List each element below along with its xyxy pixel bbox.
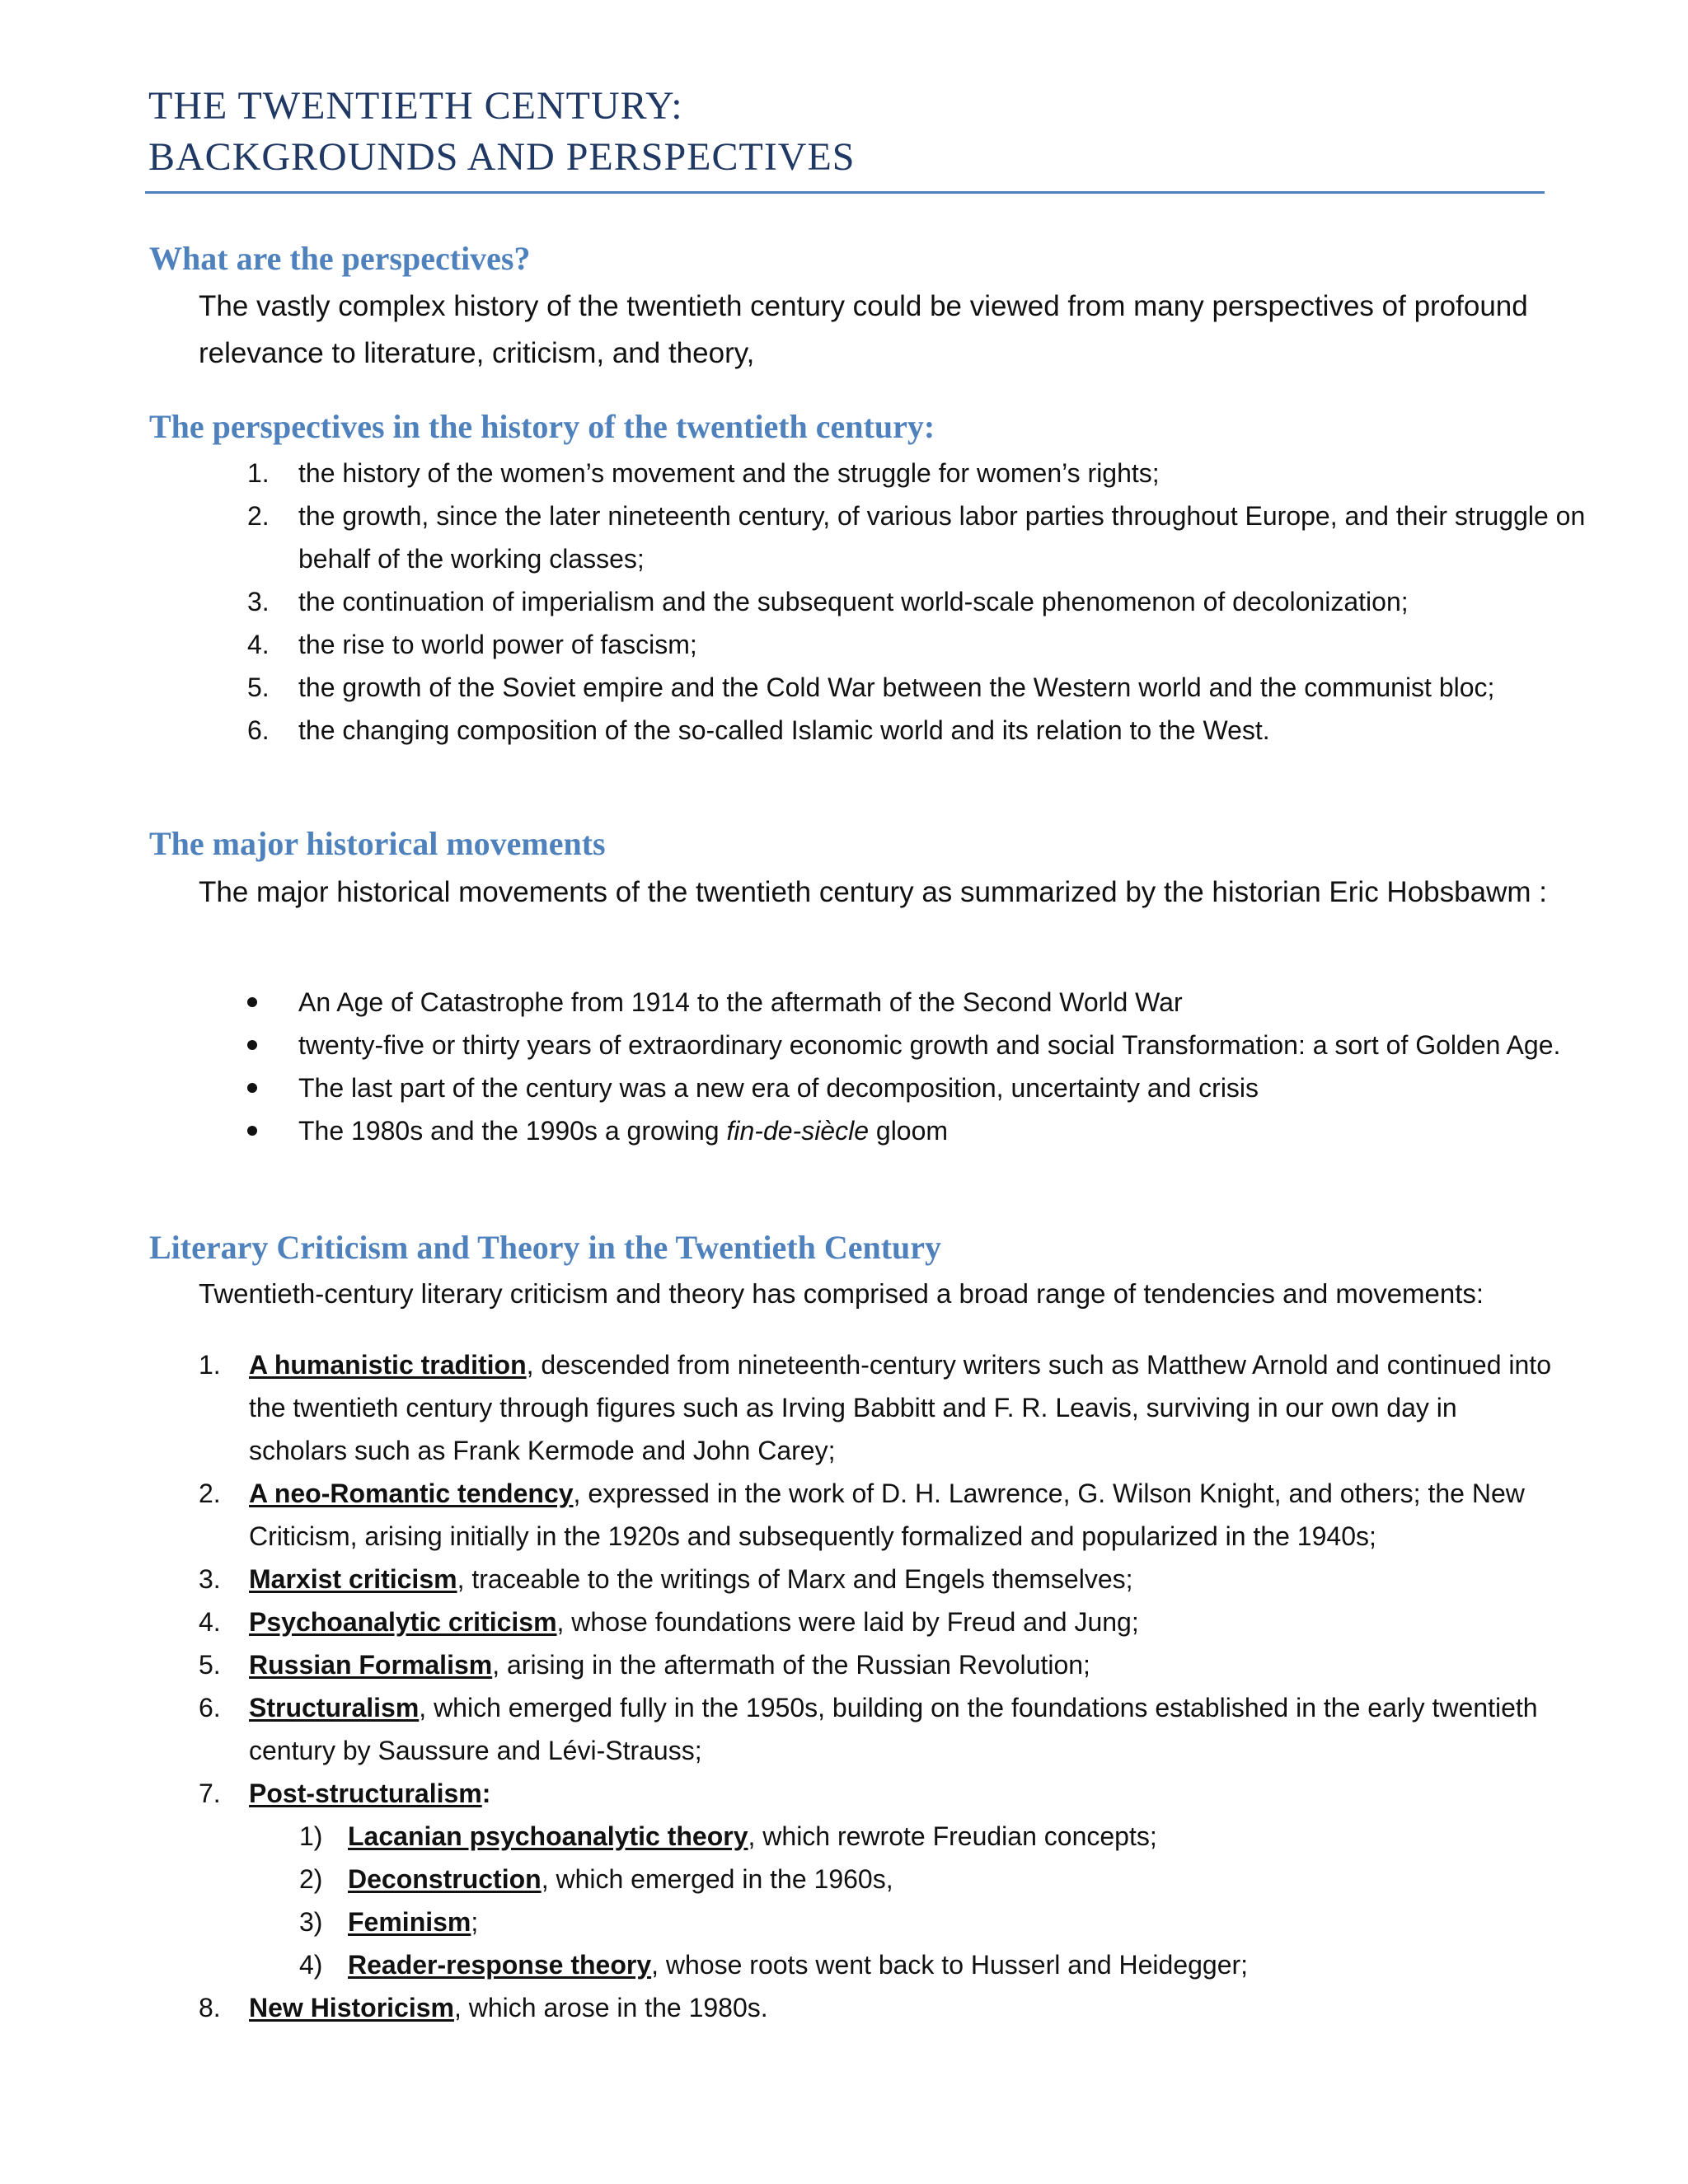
list-item — [199, 1686, 1559, 1772]
list-number: 3. — [199, 1564, 221, 1594]
list-number: 2. — [199, 1479, 221, 1508]
sublist-term: Feminism — [348, 1907, 471, 1937]
list-number: 1. — [247, 458, 270, 488]
list-item — [199, 1772, 1559, 1986]
list-item-text: the growth, since the later nineteenth century, of various labor parties throughout Europe, and their struggle on behalf of the working classes; — [298, 501, 1586, 574]
list-number: 1. — [199, 1350, 221, 1380]
list-item — [199, 1643, 1559, 1686]
italic-term: fin-de-siècle — [726, 1116, 869, 1146]
sublist-number: 4) — [299, 1950, 323, 1980]
list-item-text: : — [481, 1779, 491, 1808]
list-item-text: the continuation of imperialism and the subsequent world-scale phenomenon of decolonization; — [298, 587, 1409, 616]
list-term: Russian Formalism — [249, 1650, 493, 1680]
sublist-term: Deconstruction — [348, 1864, 542, 1894]
sublist-item — [299, 1815, 1559, 1858]
sublist-item-text: , which rewrote Freudian concepts; — [748, 1821, 1157, 1851]
sublist-item-text: , whose roots went back to Husserl and Heidegger; — [651, 1950, 1249, 1980]
list-item-text: , arising in the aftermath of the Russian Revolution; — [492, 1650, 1090, 1680]
bullet-item — [247, 1066, 1632, 1109]
sublist-item-text: , which emerged in the 1960s, — [541, 1864, 893, 1894]
list-item-text: the rise to world power of fascism; — [298, 630, 697, 659]
bullet-item-text: The last part of the century was a new era of decomposition, uncertainty and crisis — [298, 1073, 1259, 1103]
list-number: 4. — [199, 1607, 221, 1637]
list-term: A humanistic tradition — [249, 1350, 527, 1380]
bullet-icon — [247, 1083, 257, 1093]
sublist-term: Reader-response theory — [348, 1950, 652, 1980]
list-item-text: , which emerged fully in the 1950s, building on the foundations established in the early twentieth century by Saussure and Lévi-Strauss; — [249, 1693, 1538, 1765]
bullet-item-text-prefix: The 1980s and the 1990s a growing — [298, 1116, 727, 1146]
bullet-icon — [247, 1040, 257, 1050]
list-item — [247, 666, 1632, 709]
criticism-list — [199, 1343, 1559, 2029]
section-paragraph-historical-movements: The major historical movements of the twentieth century as summarized by the historian Eric Hobsbawm : — [199, 876, 1547, 908]
list-item — [199, 1986, 1559, 2029]
bullet-item-text-suffix: gloom — [869, 1116, 949, 1146]
bullet-item — [247, 981, 1632, 1024]
section-heading-history-perspectives: The perspectives in the history of the twentieth century: — [149, 408, 935, 445]
title-underline-rule — [145, 191, 1545, 194]
list-item-text: , descended from nineteenth-century writers such as Matthew Arnold and continued into the twentieth century through figures such as Irving Babbitt and F. R. Leavis, surviving in our own day in scholars such as Frank Kermode and John Carey; — [249, 1350, 1551, 1465]
list-number: 5. — [247, 673, 270, 702]
bullet-item — [247, 1024, 1632, 1066]
list-item — [247, 623, 1632, 666]
list-number: 5. — [199, 1650, 221, 1680]
title-line-2: BACKGROUNDS AND PERSPECTIVES — [148, 135, 856, 179]
list-item-text: , which arose in the 1980s. — [453, 1993, 768, 2022]
list-item — [199, 1558, 1559, 1601]
perspectives-list — [247, 452, 1632, 752]
list-number: 4. — [247, 630, 270, 659]
list-term: Marxist criticism — [249, 1564, 457, 1594]
section-heading-historical-movements: The major historical movements — [149, 825, 606, 862]
section-paragraph-literary-criticism: Twentieth-century literary criticism and theory has comprised a broad range of tendencies and movements: — [199, 1278, 1484, 1309]
post-structuralism-sublist — [299, 1815, 1559, 1986]
list-item — [247, 709, 1632, 752]
list-term: Psychoanalytic criticism — [249, 1607, 557, 1637]
document-title — [148, 81, 1545, 183]
sublist-item — [299, 1943, 1559, 1986]
list-item-text: , traceable to the writings of Marx and Engels themselves; — [457, 1564, 1133, 1594]
list-number: 3. — [247, 587, 270, 616]
section-paragraph-perspectives: The vastly complex history of the twentieth century could be viewed from many perspectives of profound relevance to literature, criticism, and theory, — [199, 290, 1528, 369]
sublist-term: Lacanian psychoanalytic theory — [348, 1821, 748, 1851]
sublist-item — [299, 1900, 1559, 1943]
list-item — [199, 1472, 1559, 1558]
sublist-number: 1) — [299, 1821, 323, 1851]
list-number: 8. — [199, 1993, 221, 2022]
list-term: Post-structuralism — [249, 1779, 482, 1808]
list-item — [199, 1343, 1559, 1472]
list-item — [199, 1601, 1559, 1643]
bullet-item-text: An Age of Catastrophe from 1914 to the aftermath of the Second World War — [298, 987, 1183, 1017]
sublist-item — [299, 1858, 1559, 1900]
list-term: Structuralism — [249, 1693, 420, 1722]
bullet-icon — [247, 997, 257, 1007]
sublist-number: 2) — [299, 1864, 323, 1894]
list-item-text: the growth of the Soviet empire and the Cold War between the Western world and the communist bloc; — [298, 673, 1495, 702]
bullet-icon — [247, 1126, 257, 1136]
bullet-item-text: twenty-five or thirty years of extraordinary economic growth and social Transformation: a sort of Golden Age. — [298, 1030, 1561, 1060]
list-term: New Historicism — [249, 1993, 454, 2022]
list-number: 6. — [247, 715, 270, 745]
list-number: 2. — [247, 501, 270, 531]
list-term: A neo-Romantic tendency — [249, 1479, 574, 1508]
list-item-text: , expressed in the work of D. H. Lawrence, G. Wilson Knight, and others; the New Criticism, arising initially in the 1920s and subsequently formalized and popularized in the 1940s; — [249, 1479, 1525, 1551]
section-heading-literary-criticism: Literary Criticism and Theory in the Twentieth Century — [149, 1229, 942, 1266]
list-number: 6. — [199, 1693, 221, 1722]
sublist-number: 3) — [299, 1907, 323, 1937]
list-item — [247, 452, 1632, 494]
bullet-item — [247, 1109, 1632, 1152]
list-item-text: , whose foundations were laid by Freud and Jung; — [556, 1607, 1139, 1637]
list-item — [247, 580, 1632, 623]
sublist-item-text: ; — [471, 1907, 479, 1937]
title-line-1: THE TWENTIETH CENTURY: — [148, 84, 683, 128]
section-heading-perspectives: What are the perspectives? — [149, 240, 531, 277]
list-number: 7. — [199, 1779, 221, 1808]
list-item-text: the history of the women’s movement and the struggle for women’s rights; — [298, 458, 1160, 488]
list-item — [247, 494, 1632, 580]
list-item-text: the changing composition of the so-called Islamic world and its relation to the West. — [298, 715, 1270, 745]
movements-bullet-list — [247, 981, 1632, 1152]
